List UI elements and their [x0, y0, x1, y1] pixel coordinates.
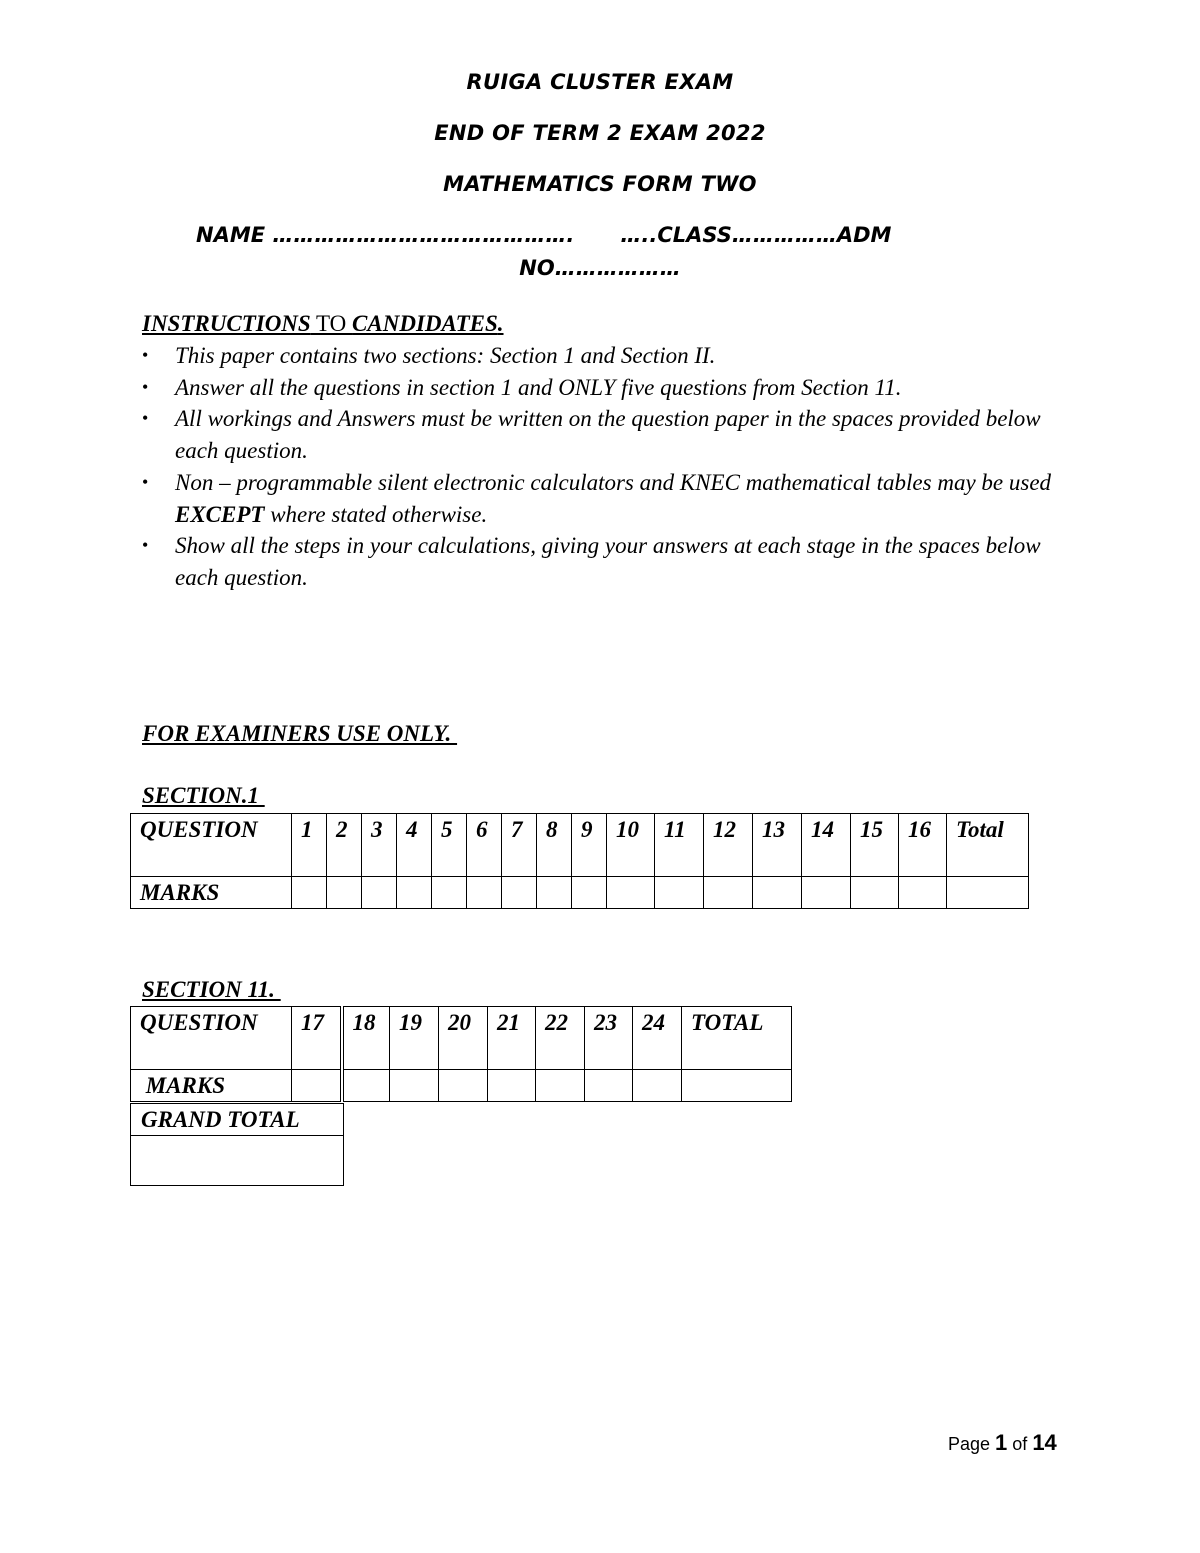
- question-number: 9: [572, 814, 607, 877]
- instruction-item: • This paper contains two sections: Section 1 and Section II.: [142, 340, 1072, 372]
- question-number: 24: [633, 1007, 682, 1070]
- marks-cell[interactable]: [753, 877, 802, 909]
- question-number: 14: [802, 814, 851, 877]
- instruction-item: • Non – programmable silent electronic calculators and KNEC mathematical tables may be used EXCEPT where stated otherwise.: [142, 467, 1072, 530]
- marks-cell[interactable]: [439, 1070, 488, 1102]
- section-1-marks-table: [130, 813, 1029, 909]
- bullet-icon: •: [142, 471, 149, 492]
- question-number: 8: [537, 814, 572, 877]
- marks-cell[interactable]: [342, 1070, 390, 1102]
- total-header: Total: [947, 814, 1029, 877]
- bullet-icon: •: [142, 345, 149, 365]
- question-number: 3: [362, 814, 397, 877]
- question-number: 12: [704, 814, 753, 877]
- question-number: 13: [753, 814, 802, 877]
- bullet-icon: •: [142, 535, 149, 556]
- marks-cell[interactable]: [362, 877, 397, 909]
- question-number: 23: [585, 1007, 633, 1070]
- question-number: 6: [467, 814, 502, 877]
- bullet-icon: •: [142, 408, 149, 429]
- page-number: Page 1 of 14: [948, 1430, 1057, 1455]
- grand-total-box[interactable]: [130, 1103, 344, 1186]
- question-number: 18: [342, 1007, 390, 1070]
- marks-cell[interactable]: [467, 877, 502, 909]
- question-number: 17: [292, 1007, 342, 1070]
- table-row: [131, 1007, 792, 1070]
- marks-cell[interactable]: [655, 877, 704, 909]
- question-number: 11: [655, 814, 704, 877]
- marks-cell[interactable]: [537, 877, 572, 909]
- marks-cell[interactable]: [292, 877, 327, 909]
- table-row: [131, 1070, 792, 1102]
- section-2-marks-table: [130, 1006, 792, 1102]
- instructions-heading: INSTRUCTIONS TO CANDIDATES.: [142, 311, 504, 336]
- question-number: 21: [488, 1007, 536, 1070]
- name-field-label: NAME …………………………………….: [196, 223, 575, 247]
- question-number: 4: [397, 814, 432, 877]
- instruction-item: • Show all the steps in your calculations, giving your answers at each stage in the spaces below each question.: [142, 530, 1072, 593]
- marks-cell[interactable]: [327, 877, 362, 909]
- total-cell[interactable]: [682, 1070, 792, 1102]
- question-row-label: QUESTION: [131, 1007, 292, 1070]
- marks-cell[interactable]: [851, 877, 899, 909]
- question-number: 2: [327, 814, 362, 877]
- marks-cell[interactable]: [572, 877, 607, 909]
- exam-title: END OF TERM 2 EXAM 2022: [434, 121, 766, 145]
- marks-cell[interactable]: [432, 877, 467, 909]
- question-number: 1: [292, 814, 327, 877]
- marks-row-label: MARKS: [131, 1070, 292, 1102]
- total-cell[interactable]: [947, 877, 1029, 909]
- question-number: 20: [439, 1007, 488, 1070]
- marks-cell[interactable]: [607, 877, 655, 909]
- question-row-label: QUESTION: [131, 814, 292, 877]
- section-2-heading: SECTION 11.: [142, 977, 281, 1002]
- candidate-details-line: [196, 223, 891, 247]
- adm-no-field-label: NO………………: [519, 256, 681, 280]
- section-1-heading: SECTION.1: [142, 783, 265, 808]
- marks-cell[interactable]: [488, 1070, 536, 1102]
- question-number: 22: [536, 1007, 585, 1070]
- subject-title: MATHEMATICS FORM TWO: [443, 172, 757, 196]
- question-number: 15: [851, 814, 899, 877]
- school-title: RUIGA CLUSTER EXAM: [466, 70, 734, 94]
- marks-cell[interactable]: [292, 1070, 342, 1102]
- marks-cell[interactable]: [899, 877, 947, 909]
- examiners-use-heading: FOR EXAMINERS USE ONLY.: [142, 721, 458, 746]
- instruction-item: • All workings and Answers must be written on the question paper in the spaces provided below each question.: [142, 403, 1072, 466]
- question-number: 7: [502, 814, 537, 877]
- marks-cell[interactable]: [536, 1070, 585, 1102]
- marks-cell[interactable]: [390, 1070, 439, 1102]
- total-header: TOTAL: [682, 1007, 792, 1070]
- question-number: 16: [899, 814, 947, 877]
- instruction-item: • Answer all the questions in section 1 and ONLY five questions from Section 11.: [142, 372, 1072, 404]
- table-row: [131, 877, 1029, 909]
- question-number: 19: [390, 1007, 439, 1070]
- class-adm-field-label: …..CLASS……………ADM: [620, 223, 892, 247]
- question-number: 10: [607, 814, 655, 877]
- marks-cell[interactable]: [802, 877, 851, 909]
- table-row: [131, 814, 1029, 877]
- marks-cell[interactable]: [633, 1070, 682, 1102]
- marks-row-label: MARKS: [131, 877, 292, 909]
- instructions-list: [142, 340, 1072, 594]
- marks-cell[interactable]: [585, 1070, 633, 1102]
- bullet-icon: •: [142, 376, 149, 397]
- marks-cell[interactable]: [704, 877, 753, 909]
- marks-cell[interactable]: [502, 877, 537, 909]
- grand-total-label: GRAND TOTAL: [131, 1104, 343, 1136]
- question-number: 5: [432, 814, 467, 877]
- marks-cell[interactable]: [397, 877, 432, 909]
